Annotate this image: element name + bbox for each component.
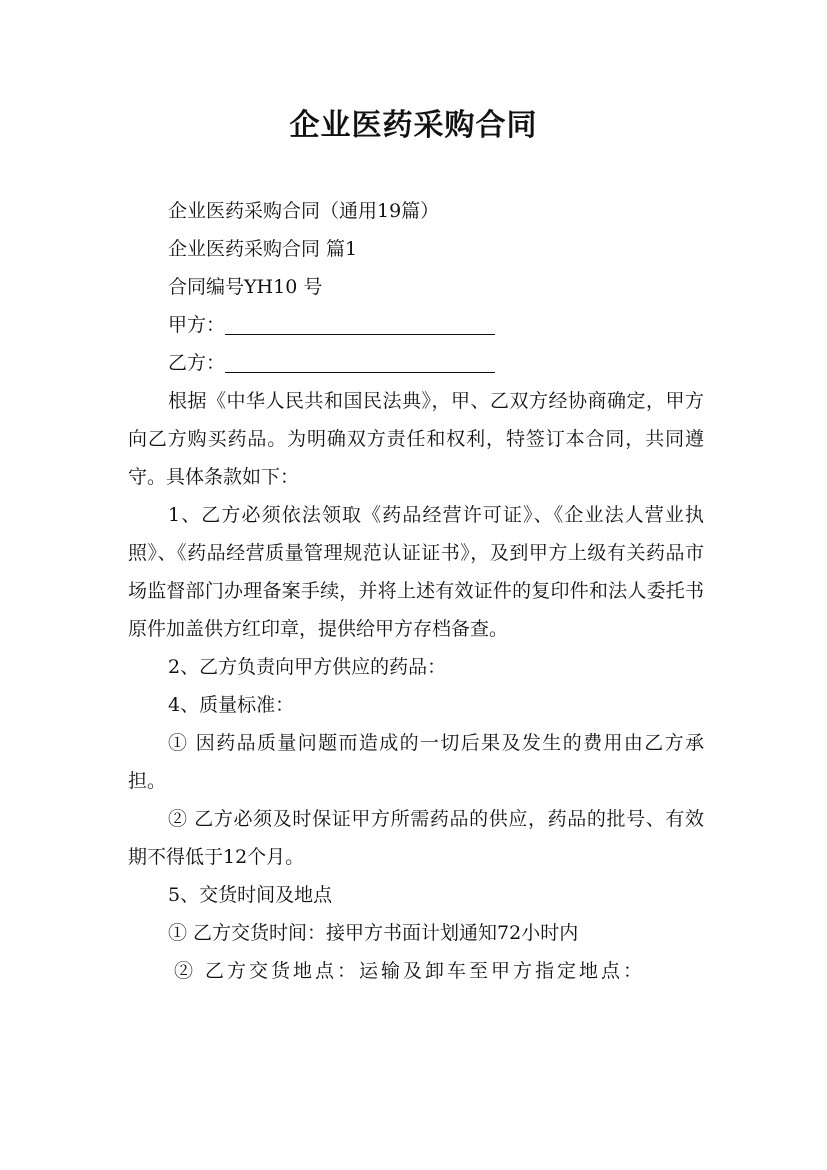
party-a-label: 甲方： [168, 314, 226, 336]
document-title: 企业医药采购合同 [289, 108, 538, 143]
clause-1: 1、乙方必须依法领取《药品经营许可证》、《企业法人营业执照》、《药品经营质量管理规范认证证书》，及到甲方上级有关药品市场监督部门办理备案手续，并将上述有效证件的复印件和法人委托书原件加盖供方红印章，提供给甲方存档备查。 [128, 504, 704, 640]
party-b-label: 乙方： [168, 352, 226, 374]
subtitle-line: 企业医药采购合同（通用19篇） [168, 200, 440, 222]
party-a-line [128, 306, 704, 344]
clause-4-item-2: ② 乙方必须及时保证甲方所需药品的供应，药品的批号、有效期不得低于12个月。 [128, 808, 704, 868]
contract-number: 合同编号YH10 号 [168, 276, 323, 298]
intro-paragraph: 根据《中华人民共和国民法典》，甲、乙双方经协商确定，甲方向乙方购买药品。为明确双方责任和权利，特签订本合同，共同遵守。具体条款如下： [128, 390, 704, 488]
clause-5: 5、交货时间及地点 [168, 884, 333, 906]
document-body [128, 192, 704, 990]
party-b-blank [225, 348, 495, 373]
clause-5-item-1: ① 乙方交货时间：接甲方书面计划通知72小时内 [168, 922, 579, 944]
party-a-blank [225, 310, 495, 335]
clause-5-item-2: ② 乙方交货地点：运输及卸车至甲方指定地点： [174, 960, 646, 982]
clause-4-item-1: ① 因药品质量问题而造成的一切后果及发生的费用由乙方承担。 [128, 732, 704, 792]
part-heading: 企业医药采购合同 篇1 [168, 238, 358, 260]
party-b-line [128, 344, 704, 382]
clause-4: 4、质量标准： [168, 694, 295, 716]
clause-2: 2、乙方负责向甲方供应的药品： [168, 656, 447, 678]
